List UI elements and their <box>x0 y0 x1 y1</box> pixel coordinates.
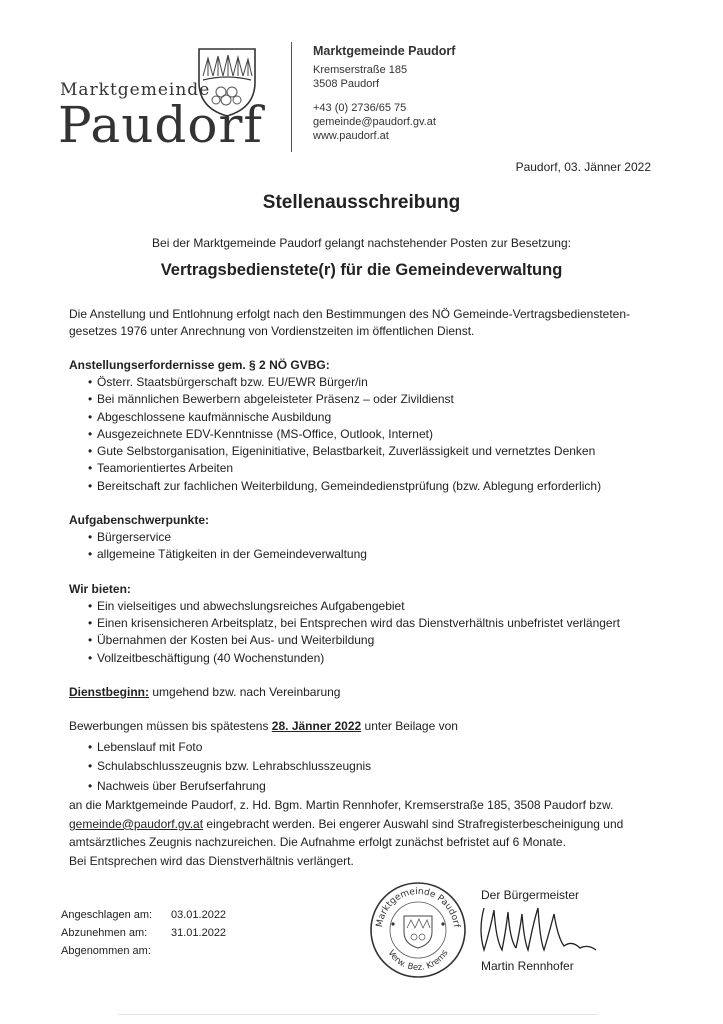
signature-name: Martin Rennhofer <box>481 959 574 973</box>
remove-date: 31.01.2022 <box>171 927 227 939</box>
requirements-list <box>69 374 659 495</box>
body-content <box>69 306 659 870</box>
posted-date: 03.01.2022 <box>171 909 227 921</box>
list-item: • Nachweis über Berufserfahrung <box>69 777 659 797</box>
application-line <box>69 718 659 735</box>
tasks-list <box>69 529 659 564</box>
remove-label: Abzunehmen am: <box>61 927 148 939</box>
application-email-link[interactable]: gemeinde@paudorf.gv.at <box>69 816 204 831</box>
seal-bottom-text: Verw. Bez. Krems <box>385 948 451 974</box>
header-email[interactable]: gemeinde@paudorf.gv.at <box>313 116 436 128</box>
footer-faint-line <box>118 1014 598 1015</box>
application-address: an die Marktgemeinde Paudorf, z. Hd. Bgm. Martin Rennhofer, Kremserstraße 185, 3508 Paudorf bzw. <box>69 798 614 813</box>
start-text: umgehend bzw. nach Vereinbarung <box>152 684 341 699</box>
offer-list <box>69 598 659 667</box>
application-details <box>69 796 659 870</box>
list-item: • Ein vielseitiges und abwechslungsreiches Aufgabengebiet <box>69 598 659 615</box>
requirements-heading: Anstellungserfordernisse gem. § 2 NÖ GVBG: <box>69 358 330 372</box>
list-item: • Teamorientiertes Arbeiten <box>69 460 659 477</box>
header-street: Kremserstraße 185 <box>313 64 408 76</box>
application-post: unter Beilage von <box>364 718 458 733</box>
removed-label: Abgenommen am: <box>61 945 151 957</box>
seal-top-text: Marktgemeinde Paudorf <box>374 886 461 929</box>
list-item: • Bürgerservice <box>69 529 659 546</box>
list-item: • Übernahmen der Kosten bei Aus- und Weiterbildung <box>69 632 659 649</box>
intro-text: Bei der Marktgemeinde Paudorf gelangt nachstehender Posten zur Besetzung: <box>152 236 571 250</box>
header-contact <box>313 44 455 143</box>
signature-title: Der Bürgermeister <box>481 888 580 902</box>
list-item: • Einen krisensicheren Arbeitsplatz, bei Entsprechen wird das Dienstverhältnis unbefristet verlängert <box>69 615 659 632</box>
start-line <box>69 684 659 701</box>
header-org: Marktgemeinde Paudorf <box>313 44 456 58</box>
application-deadline: 28. Jänner 2022 <box>271 718 362 733</box>
start-label: Dienstbeginn: <box>69 684 149 699</box>
page-title: Stellenausschreibung <box>262 192 461 213</box>
posting-table <box>61 906 226 960</box>
position-title: Vertragsbedienstete(r) für die Gemeindeverwaltung <box>160 261 563 279</box>
svg-text:Verw. Bez. Krems <box>385 948 450 973</box>
posted-label: Angeschlagen am: <box>61 909 153 921</box>
header-divider <box>291 42 292 152</box>
application-final: Bei Entsprechen wird das Dienstverhältnis verlängert. <box>69 853 354 868</box>
paudorf-crest-icon <box>196 46 258 118</box>
tasks-heading: Aufgabenschwerpunkte: <box>69 513 210 528</box>
application-pre: Bewerbungen müssen bis spätestens <box>69 718 269 733</box>
header-phone: +43 (0) 2736/65 75 <box>313 102 407 114</box>
list-item: • Lebenslauf mit Foto <box>69 738 659 758</box>
list-item: • Abgeschlossene kaufmännische Ausbildung <box>69 409 659 426</box>
list-item: • Österr. Staatsbürgerschaft bzw. EU/EWR Bürger/in <box>69 374 659 391</box>
list-item: • Gute Selbstorganisation, Eigeninitiative, Belastbarkeit, Zuverlässigkeit und vernetztes Denken <box>69 443 659 460</box>
header-city: 3508 Paudorf <box>313 78 380 90</box>
list-item: • Ausgezeichnete EDV-Kenntnisse (MS-Office, Outlook, Internet) <box>69 426 659 443</box>
attachments-list <box>69 738 659 797</box>
list-item: • Vollzeitbeschäftigung (40 Wochenstunden) <box>69 650 659 667</box>
offer-heading: Wir bieten: <box>69 581 131 596</box>
document-date: Paudorf, 03. Jänner 2022 <box>515 160 651 174</box>
employment-paragraph: Die Anstellung und Entlohnung erfolgt nach den Bestimmungen des NÖ Gemeinde-Vertragsbediensteten-gesetzes 1976 unter Anrechnung von Vordienstzeiten im öffentlichen Dienst. <box>69 307 631 338</box>
list-item: • Bei männlichen Bewerbern abgeleisteter Präsenz – oder Zivildienst <box>69 391 659 408</box>
list-item: • Schulabschlusszeugnis bzw. Lehrabschlusszeugnis <box>69 757 659 777</box>
list-item: • allgemeine Tätigkeiten in der Gemeindeverwaltung <box>69 546 659 563</box>
header-web[interactable]: www.paudorf.at <box>313 130 389 142</box>
list-item: • Bereitschaft zur fachlichen Weiterbildung, Gemeindedienstprüfung (bzw. Ablegung erforderlich) <box>69 478 659 495</box>
application-after-email: eingebracht werden. Bei engerer Auswahl sind Strafregisterbescheinigung und amtsärztliches Zeugnis nachzureichen. Die Aufnahme erfolgt zunächst befristet auf 6 Monate. <box>69 816 624 850</box>
official-seal-icon <box>368 880 468 980</box>
logo-wordmark: Marktgemeinde <box>60 80 211 100</box>
logo-name: Paudorf <box>58 96 263 154</box>
signature-scribble <box>476 900 606 960</box>
